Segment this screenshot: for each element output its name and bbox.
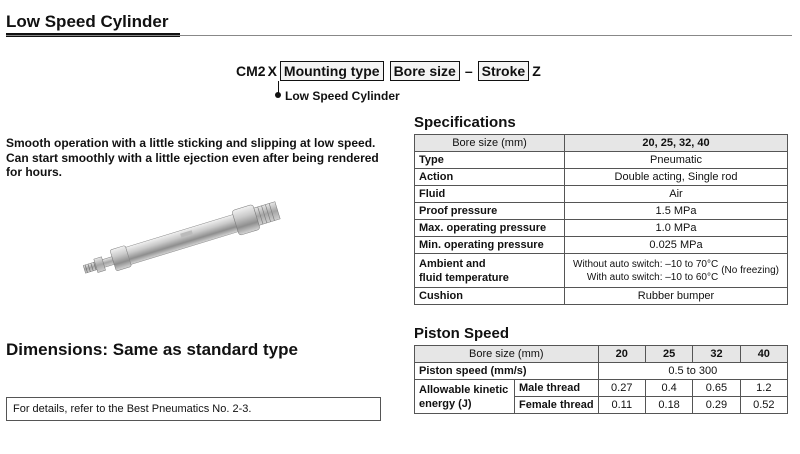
- ambient-without-switch: Without auto switch: –10 to 70°C: [573, 258, 719, 270]
- kinetic-energy-label-line: Allowable kinetic: [419, 383, 509, 396]
- cylinder-product-image: [72, 196, 302, 282]
- table-row: [415, 203, 788, 220]
- model-mounting-box: Mounting type: [280, 61, 384, 81]
- spec-label: Min. operating pressure: [415, 237, 565, 254]
- model-note: Low Speed Cylinder: [285, 89, 400, 103]
- piston-speed-value: 0.5 to 300: [598, 363, 787, 380]
- ambient-temperature-row: [415, 254, 788, 288]
- ambient-no-freezing-note: (No freezing): [721, 265, 779, 276]
- table-row: [415, 380, 788, 397]
- energy-value: 0.4: [645, 380, 692, 397]
- description-line: Smooth operation with a little sticking and slipping at low speed.: [6, 136, 376, 150]
- kinetic-energy-label-line: energy (J): [419, 397, 472, 410]
- female-thread-label: Female thread: [515, 397, 599, 414]
- male-thread-label: Male thread: [515, 380, 599, 397]
- energy-value: 1.2: [740, 380, 787, 397]
- model-code: [236, 60, 541, 82]
- spec-label: Fluid: [415, 186, 565, 203]
- spec-value: Air: [565, 186, 788, 203]
- description-line: Can start smoothly with a little ejection even after being rendered for hours.: [6, 150, 379, 179]
- table-row: [415, 186, 788, 203]
- ambient-with-switch: With auto switch: –10 to 60°C: [586, 271, 719, 283]
- spec-value: 1.0 MPa: [565, 220, 788, 237]
- bore-column-header: 40: [740, 346, 787, 363]
- ambient-label-line: fluid temperature: [419, 271, 509, 284]
- ambient-label: [415, 254, 565, 288]
- specifications-table: [414, 134, 788, 305]
- spec-label: Max. operating pressure: [415, 220, 565, 237]
- bore-column-header: 20: [598, 346, 645, 363]
- energy-value: 0.65: [693, 380, 740, 397]
- energy-value: 0.11: [598, 397, 645, 414]
- details-reference-box: For details, refer to the Best Pneumatics No. 2-3.: [6, 397, 381, 421]
- model-suffix: Z: [532, 63, 541, 79]
- ambient-value: [565, 254, 788, 288]
- piston-speed-table: [414, 345, 788, 414]
- dimensions-heading: Dimensions: Same as standard type: [6, 340, 298, 359]
- energy-value: 0.27: [598, 380, 645, 397]
- bore-size-header: Bore size (mm): [415, 346, 599, 363]
- page-title: Low Speed Cylinder: [6, 12, 169, 31]
- piston-speed-title: Piston Speed: [414, 325, 510, 342]
- table-row: [415, 220, 788, 237]
- ambient-label-line: Ambient and: [419, 257, 486, 270]
- energy-value: 0.18: [645, 397, 692, 414]
- title-underline: [6, 35, 792, 36]
- table-row: [415, 237, 788, 254]
- specifications-title: Specifications: [414, 114, 516, 131]
- spec-value: 1.5 MPa: [565, 203, 788, 220]
- spec-label: Type: [415, 152, 565, 169]
- bore-size-values: 20, 25, 32, 40: [565, 135, 788, 152]
- kinetic-energy-label: [415, 380, 515, 414]
- spec-value: 0.025 MPa: [565, 237, 788, 254]
- table-header-row: [415, 346, 788, 363]
- table-header-row: [415, 135, 788, 152]
- spec-label: Proof pressure: [415, 203, 565, 220]
- piston-speed-label: Piston speed (mm/s): [415, 363, 599, 380]
- spec-value: Pneumatic: [565, 152, 788, 169]
- bore-column-header: 25: [645, 346, 692, 363]
- energy-value: 0.52: [740, 397, 787, 414]
- energy-value: 0.29: [693, 397, 740, 414]
- table-row: [415, 288, 788, 305]
- product-description: [6, 136, 396, 180]
- model-stroke-box: Stroke: [478, 61, 530, 81]
- bore-column-header: 32: [693, 346, 740, 363]
- spec-value: Double acting, Single rod: [565, 169, 788, 186]
- table-row: [415, 152, 788, 169]
- model-x: X: [267, 63, 277, 79]
- spec-label: Action: [415, 169, 565, 186]
- spec-value: Rubber bumper: [565, 288, 788, 305]
- table-row: [415, 169, 788, 186]
- table-row: [415, 363, 788, 380]
- model-dash: –: [464, 63, 473, 79]
- model-note-bullet: [275, 92, 281, 98]
- model-prefix: CM2: [236, 63, 266, 79]
- spec-label: Cushion: [415, 288, 565, 305]
- bore-size-header: Bore size (mm): [415, 135, 565, 152]
- model-bore-box: Bore size: [390, 61, 460, 81]
